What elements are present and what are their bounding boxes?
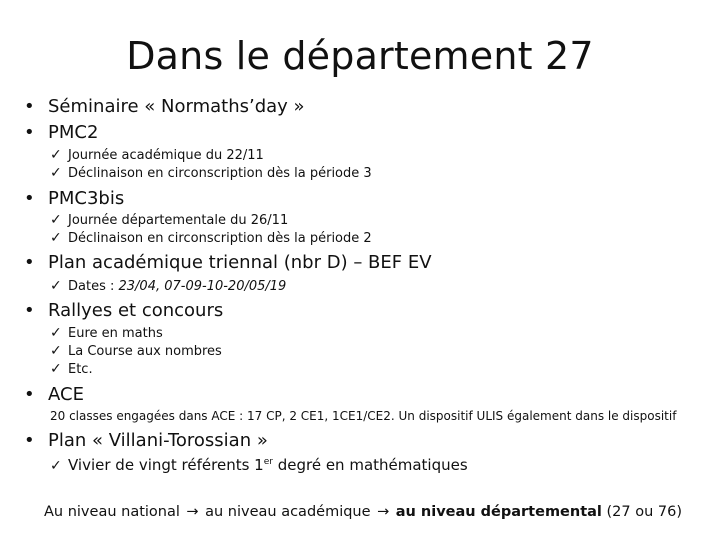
bullet-text: ACE bbox=[48, 384, 84, 405]
footer-suffix: (27 ou 76) bbox=[601, 504, 683, 520]
bullet-text: Plan académique triennal (nbr D) – BEF EV bbox=[48, 252, 432, 273]
bullet-plan-academique bbox=[24, 252, 432, 274]
sub-item bbox=[50, 453, 468, 475]
sub-item-text: La Course aux nombres bbox=[68, 344, 222, 359]
sub-item-text: degré en mathématiques bbox=[272, 456, 468, 474]
footer-departemental: au niveau départemental bbox=[395, 504, 602, 520]
bullet-pmc3bis bbox=[24, 188, 124, 210]
bullet-text: PMC2 bbox=[48, 122, 99, 143]
bullet-villani bbox=[24, 430, 268, 452]
bullet-text: PMC3bis bbox=[48, 188, 125, 209]
bullet-ace bbox=[24, 384, 84, 406]
bullet-dot-icon: • bbox=[24, 300, 35, 321]
ace-note: 20 classes engagées dans ACE : 17 CP, 2 CE1, 1CE1/CE2. Un dispositif ULIS également dans le dispositif bbox=[50, 409, 677, 423]
checkmark-icon: ✓ bbox=[50, 278, 62, 294]
bullet-dot-icon: • bbox=[24, 252, 35, 273]
sub-item-label: Dates : bbox=[68, 279, 119, 294]
sub-item-text: Eure en maths bbox=[68, 326, 163, 341]
sub-item bbox=[50, 324, 163, 343]
bullet-dot-icon: • bbox=[24, 430, 35, 451]
superscript: er bbox=[263, 457, 273, 467]
sub-item bbox=[50, 146, 264, 165]
bullet-text: Rallyes et concours bbox=[48, 300, 224, 321]
sub-item bbox=[50, 360, 93, 379]
bullet-text: Plan « Villani-Torossian » bbox=[48, 430, 268, 451]
checkmark-icon: ✓ bbox=[50, 165, 62, 181]
sub-item-dates: 23/04, 07-09-10-20/05/19 bbox=[118, 279, 287, 294]
sub-item bbox=[50, 211, 288, 230]
checkmark-icon: ✓ bbox=[50, 230, 62, 246]
checkmark-icon: ✓ bbox=[50, 361, 62, 377]
arrow-right-icon: → bbox=[186, 504, 199, 520]
arrow-right-icon: → bbox=[377, 504, 390, 520]
sub-item-text: Vivier de vingt référents 1 bbox=[68, 456, 264, 474]
sub-item-text: Journée académique du 22/11 bbox=[68, 148, 264, 163]
sub-item-text: Etc. bbox=[68, 362, 93, 377]
sub-item bbox=[50, 164, 372, 183]
sub-item-text: Déclinaison en circonscription dès la période 3 bbox=[68, 166, 372, 181]
checkmark-icon: ✓ bbox=[50, 212, 62, 228]
bullet-pmc2 bbox=[24, 122, 98, 144]
bullet-dot-icon: • bbox=[24, 96, 35, 117]
sub-item bbox=[50, 229, 372, 248]
bullet-dot-icon: • bbox=[24, 188, 35, 209]
bullet-dot-icon: • bbox=[24, 122, 35, 143]
bullet-text: Séminaire « Normaths’day » bbox=[48, 96, 305, 117]
slide-title: Dans le département 27 bbox=[126, 34, 594, 78]
bullet-normathsday bbox=[24, 96, 305, 118]
sub-item bbox=[50, 277, 286, 296]
sub-item-text: Journée départementale du 26/11 bbox=[68, 213, 289, 228]
footer-national: Au niveau national bbox=[44, 504, 180, 520]
checkmark-icon: ✓ bbox=[50, 458, 62, 474]
bullet-rallyes bbox=[24, 300, 223, 322]
sub-item bbox=[50, 342, 222, 361]
footer-line bbox=[44, 502, 682, 522]
sub-item-text: Déclinaison en circonscription dès la période 2 bbox=[68, 231, 372, 246]
checkmark-icon: ✓ bbox=[50, 147, 62, 163]
checkmark-icon: ✓ bbox=[50, 325, 62, 341]
bullet-dot-icon: • bbox=[24, 384, 35, 405]
checkmark-icon: ✓ bbox=[50, 343, 62, 359]
footer-academique: au niveau académique bbox=[205, 504, 371, 520]
